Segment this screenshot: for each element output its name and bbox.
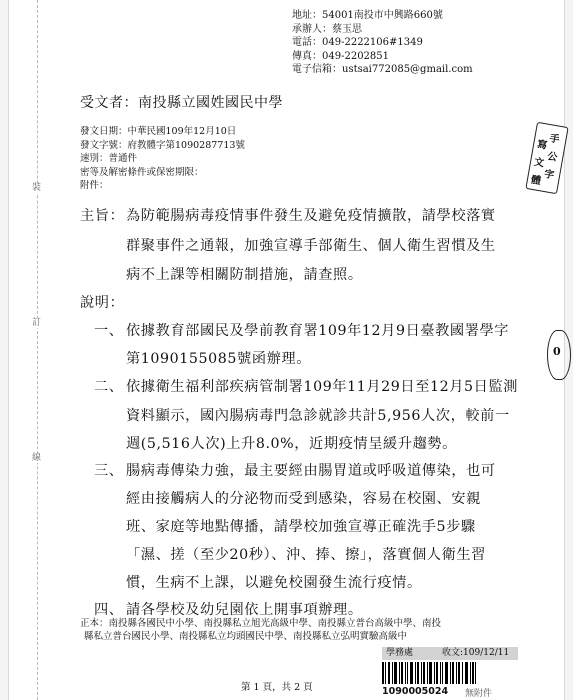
item-line: 班、家庭等地點傳播，請學校加強宣導正確洗手5步驟: [126, 519, 476, 535]
subject-label: 主旨：: [80, 208, 125, 224]
issue-date: 發文日期：中華民國109年12月10日: [80, 126, 237, 137]
subject-line: 為防範腸病毒疫情事件發生及避免疫情擴散，請學校落實: [126, 208, 496, 224]
contact-email: 電子信箱：ustsai772085@gmail.com: [292, 64, 473, 75]
binding-line: [37, 0, 38, 700]
cc-line: 正本：南投縣各國民中小學、南投縣私立旭光高級中學、南投縣立普台高級中學、南投: [80, 618, 442, 629]
item-number: 四、: [94, 602, 124, 618]
item-line: 請各學校及幼兒園依上開事項辦理。: [126, 602, 363, 618]
item-line: 經由接觸病人的分泌物而受到感染，容易在校園、安親: [126, 491, 481, 507]
subject-line: 群聚事件之通報，加強宣導手部衛生、個人衛生習慣及生: [126, 238, 496, 254]
binding-mark-xian: 線: [32, 453, 42, 463]
contact-address: 地址：54001南投市中興路660號: [292, 10, 443, 21]
document-page: [8, 0, 565, 700]
stamp-char: 手: [548, 133, 561, 146]
contact-phone: 電話：049-2222106#1349: [292, 37, 423, 48]
stamp-char: 文: [533, 156, 545, 170]
secrecy-level: 密等及解密條件或保密期限：: [80, 166, 204, 178]
item-line: 慣，生病不上課，以避免校園發生流行疫情。: [126, 575, 422, 591]
page-number: 第 1 頁，共 2 頁: [241, 682, 313, 693]
item-number: 三、: [94, 463, 124, 479]
receipt-stamp: [382, 647, 518, 660]
handwritten-font-stamp: [525, 122, 568, 195]
stamp-char: 字: [543, 168, 555, 182]
binding-mark-zhuang: 裝: [32, 183, 42, 193]
item-number: 二、: [94, 379, 124, 395]
item-line: 依據衛生福利部疾病管制署109年11月29日至12月5日監測: [126, 379, 519, 395]
barcode-graphic: [382, 662, 476, 684]
item-line: 第1090155085號函辦理。: [126, 351, 311, 367]
contact-handler: 承辦人：蔡玉思: [292, 23, 362, 35]
receipt-date: 收文:109/12/11: [442, 648, 510, 658]
seal-char: 0: [553, 345, 561, 358]
stamp-char: 公: [546, 151, 559, 164]
item-line: 依據教育部國民及學前教育署109年12月9日臺教國署學字: [126, 323, 510, 339]
explanation-label: 說明：: [80, 295, 125, 311]
subject-line: 病不上課等相關防制措施，請查照。: [126, 267, 363, 283]
item-line: 腸病毒傳染力強，最主要經由腸胃道或呼吸道傳染，也可: [126, 463, 496, 479]
barcode-number: 1090005024: [382, 686, 449, 697]
attachment-line: 附件：: [80, 180, 109, 192]
carbon-copy-list: [80, 617, 441, 643]
document-meta: [80, 125, 245, 193]
contact-block: [292, 9, 473, 77]
contact-fax: 傳真：049-2202851: [292, 50, 390, 62]
item-line: 「濕、搓（至少20秒）、沖、捧、擦」，落實個人衛生習: [126, 547, 486, 563]
receipt-department: 學務處: [386, 648, 414, 658]
stamp-char: 寫: [536, 139, 548, 152]
binding-mark-ding: 訂: [32, 318, 42, 328]
cc-line: 縣私立普台國民小學、南投縣私立均頭國民中學、南投縣私立弘明實驗高級中: [84, 631, 408, 642]
delivery-speed: 速別：普通件: [80, 153, 138, 165]
item-number: 一、: [94, 323, 124, 339]
item-line: 週(5,516人次)上升8.0%，近期疫情呈緩升趨勢。: [126, 436, 457, 452]
page-seal-mark: [547, 330, 571, 380]
item-line: 資料顯示，國內腸病毒門急診就診共計5,956人次，較前一: [126, 408, 510, 424]
no-attachment-note: 無附件: [465, 689, 493, 699]
stamp-char: 體: [529, 174, 542, 188]
recipient-line: 受文者：南投縣立國姓國民中學: [80, 95, 283, 111]
document-number: 發文字號：府教體字第1090287713號: [80, 139, 245, 151]
